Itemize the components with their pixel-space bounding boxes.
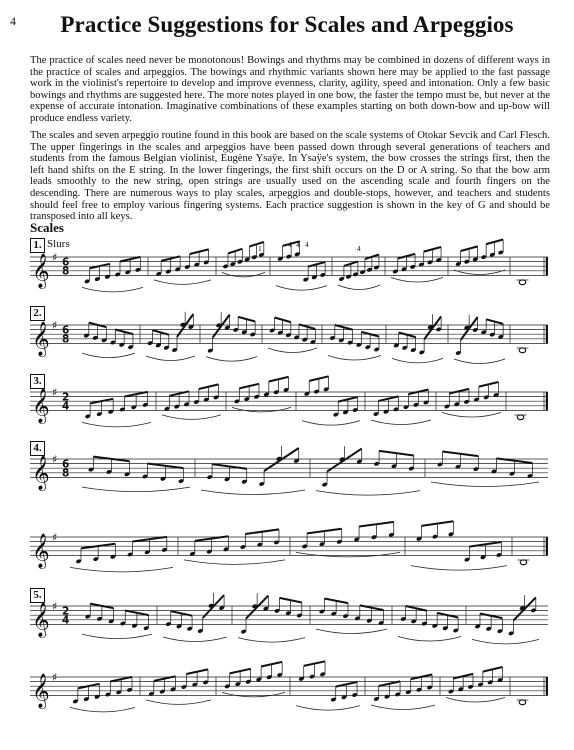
slur — [454, 359, 505, 364]
exercise-number-1: 1. — [30, 238, 45, 253]
slur — [398, 637, 461, 642]
slur — [268, 348, 317, 353]
slur — [442, 413, 501, 418]
slur — [70, 567, 173, 572]
slur — [146, 700, 211, 705]
time-signature-top: 6 — [62, 324, 70, 337]
slur — [391, 278, 443, 283]
slur — [82, 634, 152, 639]
slur — [338, 285, 380, 290]
slur — [296, 552, 400, 557]
key-signature-sharp: ♯ — [52, 386, 58, 399]
half-note — [519, 280, 526, 285]
fingering-number: 4 — [357, 244, 361, 253]
key-signature-sharp: ♯ — [52, 319, 58, 332]
slur — [276, 286, 327, 291]
slur — [82, 422, 151, 427]
final-barline-thick — [546, 392, 548, 410]
treble-clef: 𝄞 — [32, 253, 50, 289]
slur — [472, 639, 539, 644]
slur — [296, 706, 360, 711]
slur — [70, 707, 135, 712]
slur — [411, 566, 507, 571]
fingering-number: 4 — [305, 240, 309, 249]
slur — [328, 356, 381, 361]
slur — [82, 287, 143, 292]
slur — [302, 421, 360, 426]
slur — [316, 629, 387, 634]
time-signature-bottom: 8 — [62, 265, 70, 278]
key-signature-sharp: ♯ — [52, 531, 58, 544]
slur — [82, 353, 135, 358]
slur — [184, 560, 285, 565]
fingering-number: 4 — [296, 240, 300, 249]
slur — [238, 638, 305, 643]
section-heading: Scales — [30, 220, 64, 235]
slur — [232, 407, 291, 412]
time-signature-top: 6 — [62, 256, 70, 269]
key-signature-sharp: ♯ — [52, 671, 58, 684]
treble-clef: 𝄞 — [32, 455, 50, 491]
page-title: Practice Suggestions for Scales and Arpeggios — [60, 12, 514, 37]
time-signature-top: 2 — [62, 391, 70, 404]
slur — [392, 358, 443, 363]
intro-paragraph: The practice of scales need never be monotonous! Bowings and rhythms may be combined in dozens of different ways in the practice of scales and arpeggios. The bowings and rhythmic variants shown here may be applied to the fast passage work in the violinist's repertoire to develop and improve evenness, clarity, agility, speed and intonation. Only a few basic bowings and rhythms are suggested here. The more notes played in one bow, the faster the tempo must be, but never at the expense of accurate intonation. Imaginative combinations of these examples starting on both down-bow and up-bow will produce endless variety. — [30, 55, 550, 124]
exercise-number-4: 4. — [30, 441, 45, 456]
slur — [446, 698, 505, 703]
half-note — [517, 415, 524, 420]
exercise-number-3: 3. — [30, 374, 45, 389]
half-note — [519, 348, 526, 353]
final-barline-thick — [546, 537, 548, 555]
exercise-number-5: 5. — [30, 588, 45, 603]
time-signature-top: 6 — [62, 458, 70, 471]
exercise-number-2: 2. — [30, 306, 45, 321]
slur — [371, 705, 435, 710]
page-number: 4 — [10, 14, 16, 28]
key-signature-sharp: ♯ — [52, 251, 58, 264]
fingering-number: 1 — [258, 244, 262, 253]
time-signature-top: 2 — [62, 605, 70, 618]
final-barline-thick — [546, 677, 548, 695]
slur — [431, 482, 539, 487]
slur — [206, 357, 257, 362]
key-signature-sharp: ♯ — [52, 453, 58, 466]
slur — [163, 637, 227, 642]
time-signature-bottom: 4 — [62, 614, 70, 627]
system-paragraph: The scales and seven arpeggio routine found in this book are based on the scale systems of Otokar Sevcik and Carl Flesch. The upper fingerings in the scales and arpeggios have been passed down through several generations of teachers and students from the famous Belgian violinist, Eugène Ysaÿe. In Ysaÿe's system, the bow crosses the strings first, then the left hand shifts on the E string. In the lower fingerings, the first shift occurs on the D or A string. So that the bow arm leads smoothly to the new string, open strings are usually used on the ascending scale and fourth fingers on the descending. There are numerous ways to play scales, arpeggios and double-stops, however, and teachers and students should feel free to employ various fingering systems. Each practice suggestion is shown in the key of G and should be transposed into all keys. — [30, 130, 550, 223]
half-note — [520, 560, 527, 565]
key-signature-sharp: ♯ — [52, 600, 58, 613]
slur — [222, 272, 265, 277]
slur — [201, 490, 305, 495]
slur — [222, 692, 285, 697]
time-signature-bottom: 8 — [62, 333, 70, 346]
treble-clef: 𝄞 — [32, 602, 50, 638]
slur — [82, 487, 190, 492]
slur — [162, 415, 221, 420]
final-barline-thick — [546, 257, 548, 275]
exercise-label-1: Slurs — [47, 238, 70, 250]
half-note — [519, 700, 526, 705]
treble-clef: 𝄞 — [32, 673, 50, 709]
time-signature-bottom: 4 — [62, 400, 70, 413]
fingering-number: 4 — [288, 240, 292, 249]
slur — [316, 491, 420, 496]
treble-clef: 𝄞 — [32, 321, 50, 357]
treble-clef: 𝄞 — [32, 533, 50, 569]
slur — [146, 356, 195, 361]
slur — [371, 420, 431, 425]
treble-clef: 𝄞 — [32, 388, 50, 424]
final-barline-thick — [546, 325, 548, 343]
time-signature-bottom: 8 — [62, 467, 70, 480]
slur — [154, 280, 211, 285]
